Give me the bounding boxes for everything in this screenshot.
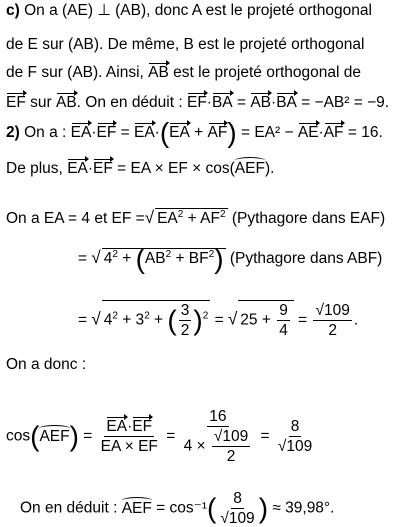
line-2-3: On a EA = 4 et EF =√ $EA^2 + AF^2$ (Pythagore dans EAF)	[6, 208, 386, 227]
line-2-6: On a donc :	[6, 356, 87, 373]
line-2-2: De plus, EA·EF = EA × EF × cos(AEF).	[6, 160, 275, 177]
line-2-1: 2) On a : EA·EF = EA·(EA + AF) = EA² − AE·AF = 16.	[6, 117, 383, 148]
line-c4: EF sur AB. On en déduit : EF·BA = AB·BA = −AB² = −9.	[6, 94, 390, 111]
line-c2: de E sur (AB). De même, B est le projeté orthogonal	[6, 36, 365, 53]
line-2-5: = √ $4^2 + 3^2$ + ( $\frac{3}{2}$ )$^2$ = √ 25 + $\frac{9}{4}$ = $\frac{√109}{2}$ .	[78, 302, 359, 339]
line-2-7: cos(AEF) = $\frac{EA\cdot EF}{EA \times EF}$ = 16 4 × $\frac{√109}{2}$ = $\frac{8}{√109}$	[6, 408, 313, 465]
line-c3: de F sur (AB). Ainsi, AB est le projeté orthogonal de	[6, 64, 361, 81]
line-2-8: On en déduit : AEF = cos⁻¹( $\frac{8}{√109}$ ) ≈ 39,98°.	[20, 490, 335, 527]
line-2-4: = √ $4^2 + (AB^2 + BF^2)$ (Pythagore dans ABF)	[78, 243, 383, 274]
line-c1: c) On a (AE) ⊥ (AB), donc A est le projeté orthogonal	[6, 2, 372, 19]
